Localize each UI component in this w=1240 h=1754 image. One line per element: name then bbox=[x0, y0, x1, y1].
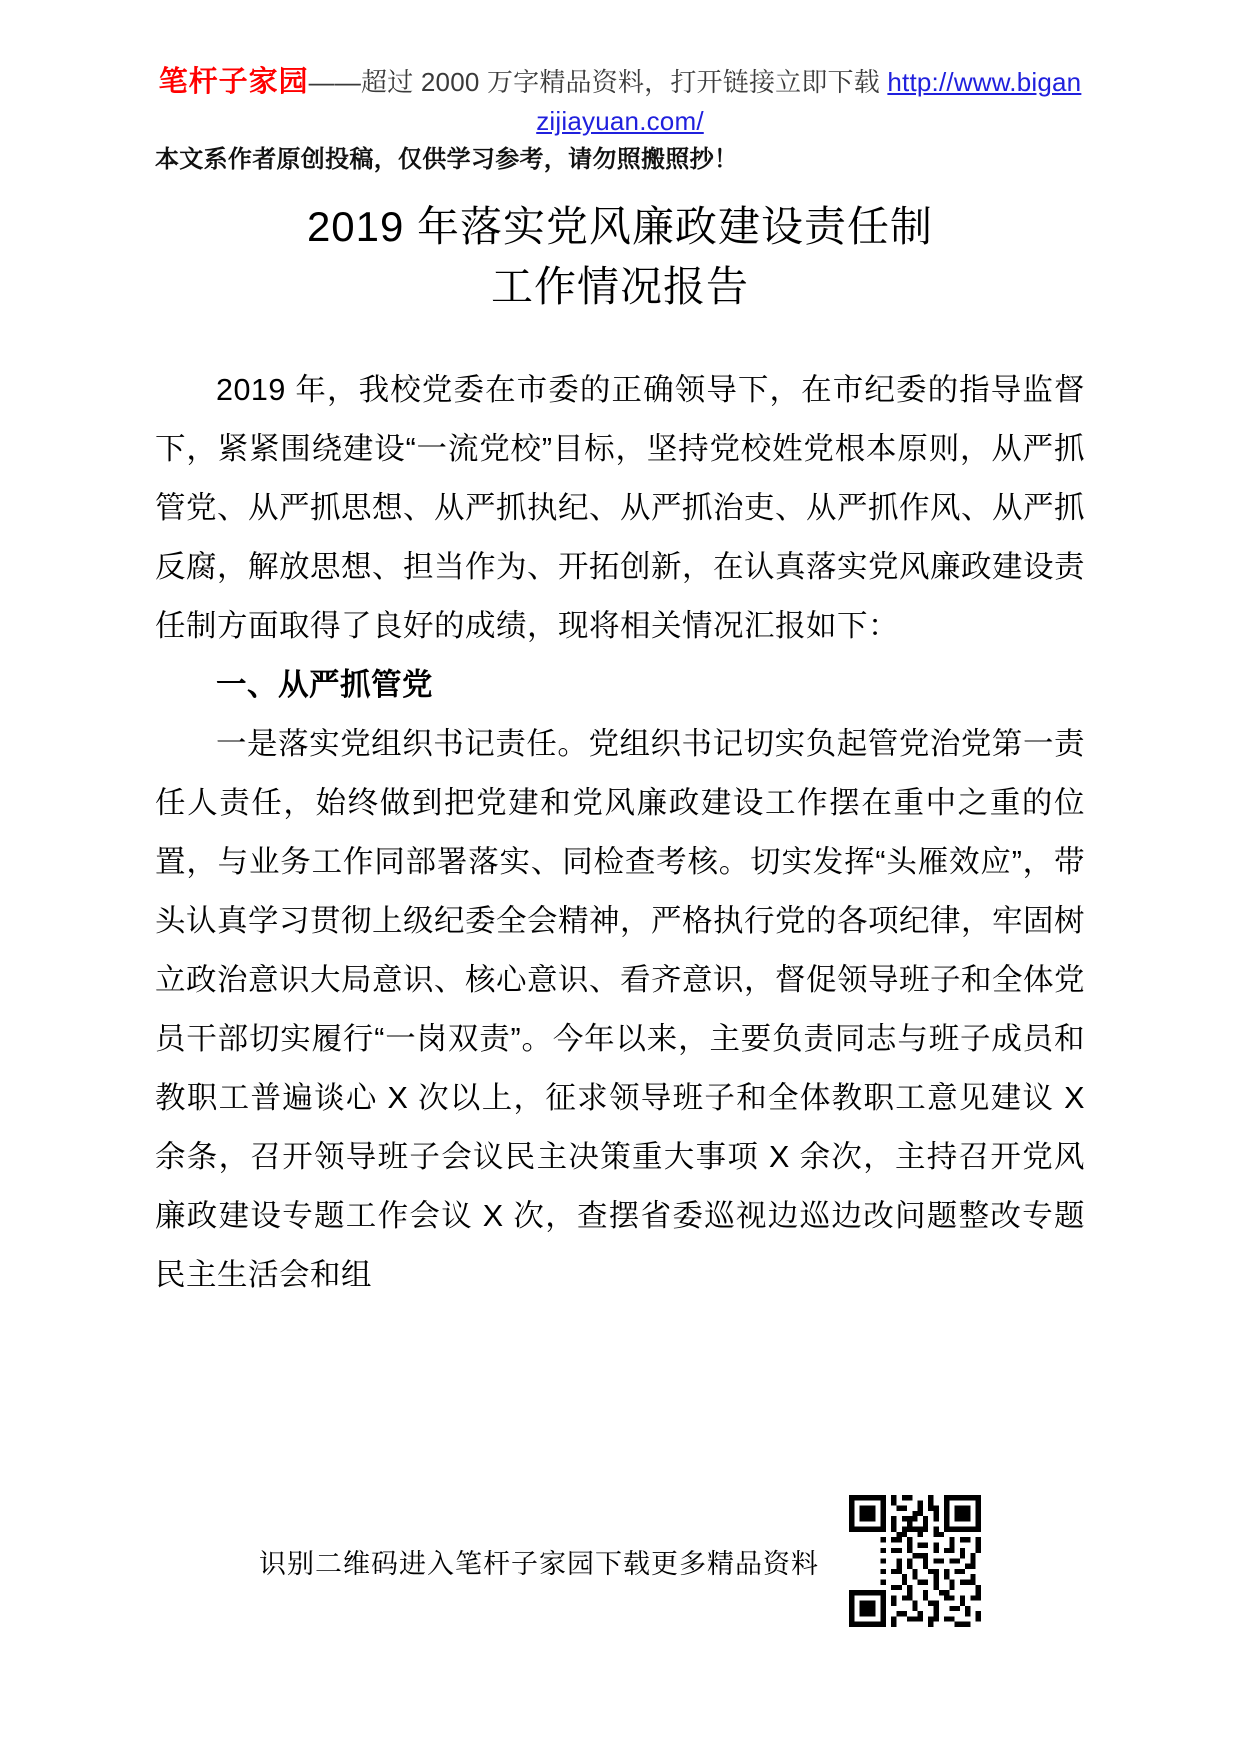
document-body bbox=[155, 361, 1085, 1305]
paragraph-intro: 2019 年，我校党委在市委的正确领导下，在市纪委的指导监督下，紧紧围绕建设“一流党校”目标，坚持党校姓党根本原则，从严抓管党、从严抓思想、从严抓执纪、从严抓治吏、从严抓作风、从严抓反腐，解放思想、担当作为、开拓创新，在认真落实党风廉政建设责任制方面取得了良好的成绩，现将相关情况汇报如下： bbox=[155, 372, 1085, 643]
qr-code-icon bbox=[849, 1495, 981, 1627]
promo-banner bbox=[155, 0, 1085, 140]
section-heading-1: 一、从严抓管党 bbox=[216, 667, 433, 702]
promo-download-link[interactable]: http://www.biganzijiayuan.com/ bbox=[536, 67, 1082, 137]
paragraph-section-1-item-1: 一是落实党组织书记责任。党组织书记切实负起管党治党第一责任人责任，始终做到把党建和党风廉政建设工作摆在重中之重的位置，与业务工作同部署落实、同检查考核。切实发挥“头雁效应”，带头认真学习贯彻上级纪委全会精神，严格执行党的各项纪律，牢固树立政治意识大局意识、核心意识、看齐意识，督促领导班子和全体党员干部切实履行“一岗双责”。今年以来，主要负责同志与班子成员和教职工普遍谈心 X 次以上，征求领导班子和全体教职工意见建议 X 余条，召开领导班子会议民主决策重大事项 X 余次，主持召开党风廉政建设专题工作会议 X 次，查摆省委巡视边巡边改问题整改专题民主生活会和组 bbox=[155, 726, 1085, 1292]
page-title-line-2: 工作情况报告 bbox=[490, 262, 749, 310]
page-title-line-1: 2019 年落实党风廉政建设责任制 bbox=[306, 203, 934, 251]
promo-brand-name: 笔杆子家园 bbox=[158, 66, 309, 98]
disclaimer-note: 本文系作者原创投稿，仅供学习参考，请勿照搬照抄！ bbox=[155, 146, 739, 174]
page-title bbox=[155, 197, 1085, 316]
footer-label: 识别二维码进入笔杆子家园下载更多精品资料 bbox=[259, 1548, 819, 1579]
promo-tagline: ——超过 2000 万字精品资料，打开链接立即下载 bbox=[308, 67, 888, 97]
footer-bar bbox=[0, 1486, 1240, 1636]
